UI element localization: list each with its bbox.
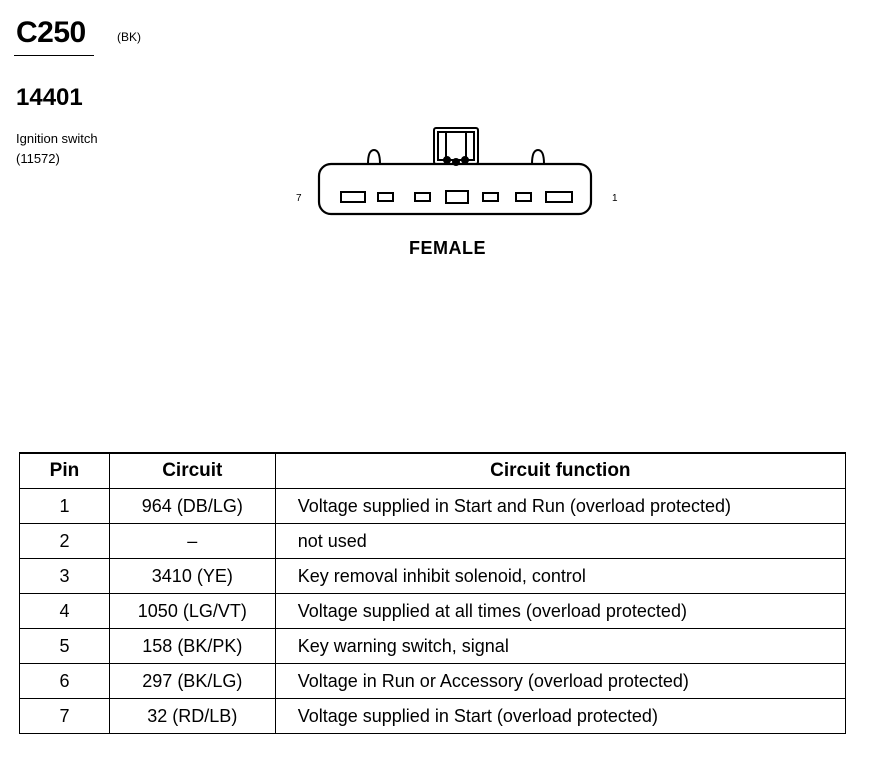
table-row	[20, 559, 846, 594]
circuit-cell: 32 (RD/LB)	[109, 699, 275, 734]
title-underline	[14, 55, 94, 56]
circuit-cell: 964 (DB/LG)	[109, 489, 275, 524]
cavity-pin-3	[483, 193, 498, 201]
cavity-pin-1	[546, 192, 572, 202]
table-row	[20, 524, 846, 559]
connector-body	[319, 164, 591, 214]
pin-cell: 2	[20, 524, 110, 559]
pin-cell: 5	[20, 629, 110, 664]
cavity-pin-4	[446, 191, 468, 203]
pin-cell: 4	[20, 594, 110, 629]
table-row	[20, 594, 846, 629]
pin-7-marker: 7	[296, 193, 302, 204]
circuit-cell: 3410 (YE)	[109, 559, 275, 594]
cavity-pin-6	[378, 193, 393, 201]
part-number: 14401	[16, 84, 83, 111]
function-cell: Key warning switch, signal	[275, 629, 845, 664]
table-row	[20, 699, 846, 734]
function-cell: Voltage supplied in Start and Run (overload protected)	[275, 489, 845, 524]
connector-color-code: (BK)	[117, 30, 141, 44]
table-row	[20, 629, 846, 664]
pin-cell: 1	[20, 489, 110, 524]
circuit-cell: –	[109, 524, 275, 559]
pinout-table	[19, 452, 846, 734]
pin-cell: 6	[20, 664, 110, 699]
cavity-pin-2	[516, 193, 531, 201]
table-header-row	[20, 453, 846, 489]
circuit-cell: 297 (BK/LG)	[109, 664, 275, 699]
function-cell: Voltage in Run or Accessory (overload protected)	[275, 664, 845, 699]
connector-gender-label: FEMALE	[409, 238, 486, 258]
connector-right-bump	[532, 150, 544, 164]
connector-latch	[434, 128, 478, 165]
connector-code: C250	[16, 16, 86, 49]
circuit-cell: 1050 (LG/VT)	[109, 594, 275, 629]
header-circuit: Circuit	[109, 453, 275, 489]
table-row	[20, 489, 846, 524]
pin-cell: 7	[20, 699, 110, 734]
cavity-pin-7	[341, 192, 365, 202]
table-row	[20, 664, 846, 699]
header-circuit-function: Circuit function	[275, 453, 845, 489]
function-cell: not used	[275, 524, 845, 559]
connector-face-diagram	[310, 120, 596, 220]
connector-left-bump	[368, 150, 380, 164]
cavity-pin-5	[415, 193, 430, 201]
pin-cell: 3	[20, 559, 110, 594]
function-cell: Key removal inhibit solenoid, control	[275, 559, 845, 594]
function-cell: Voltage supplied in Start (overload protected)	[275, 699, 845, 734]
pin-1-marker: 1	[612, 193, 618, 204]
component-reference: (11572)	[16, 151, 60, 166]
component-name: Ignition switch	[16, 131, 98, 146]
circuit-cell: 158 (BK/PK)	[109, 629, 275, 664]
header-pin: Pin	[20, 453, 110, 489]
function-cell: Voltage supplied at all times (overload protected)	[275, 594, 845, 629]
